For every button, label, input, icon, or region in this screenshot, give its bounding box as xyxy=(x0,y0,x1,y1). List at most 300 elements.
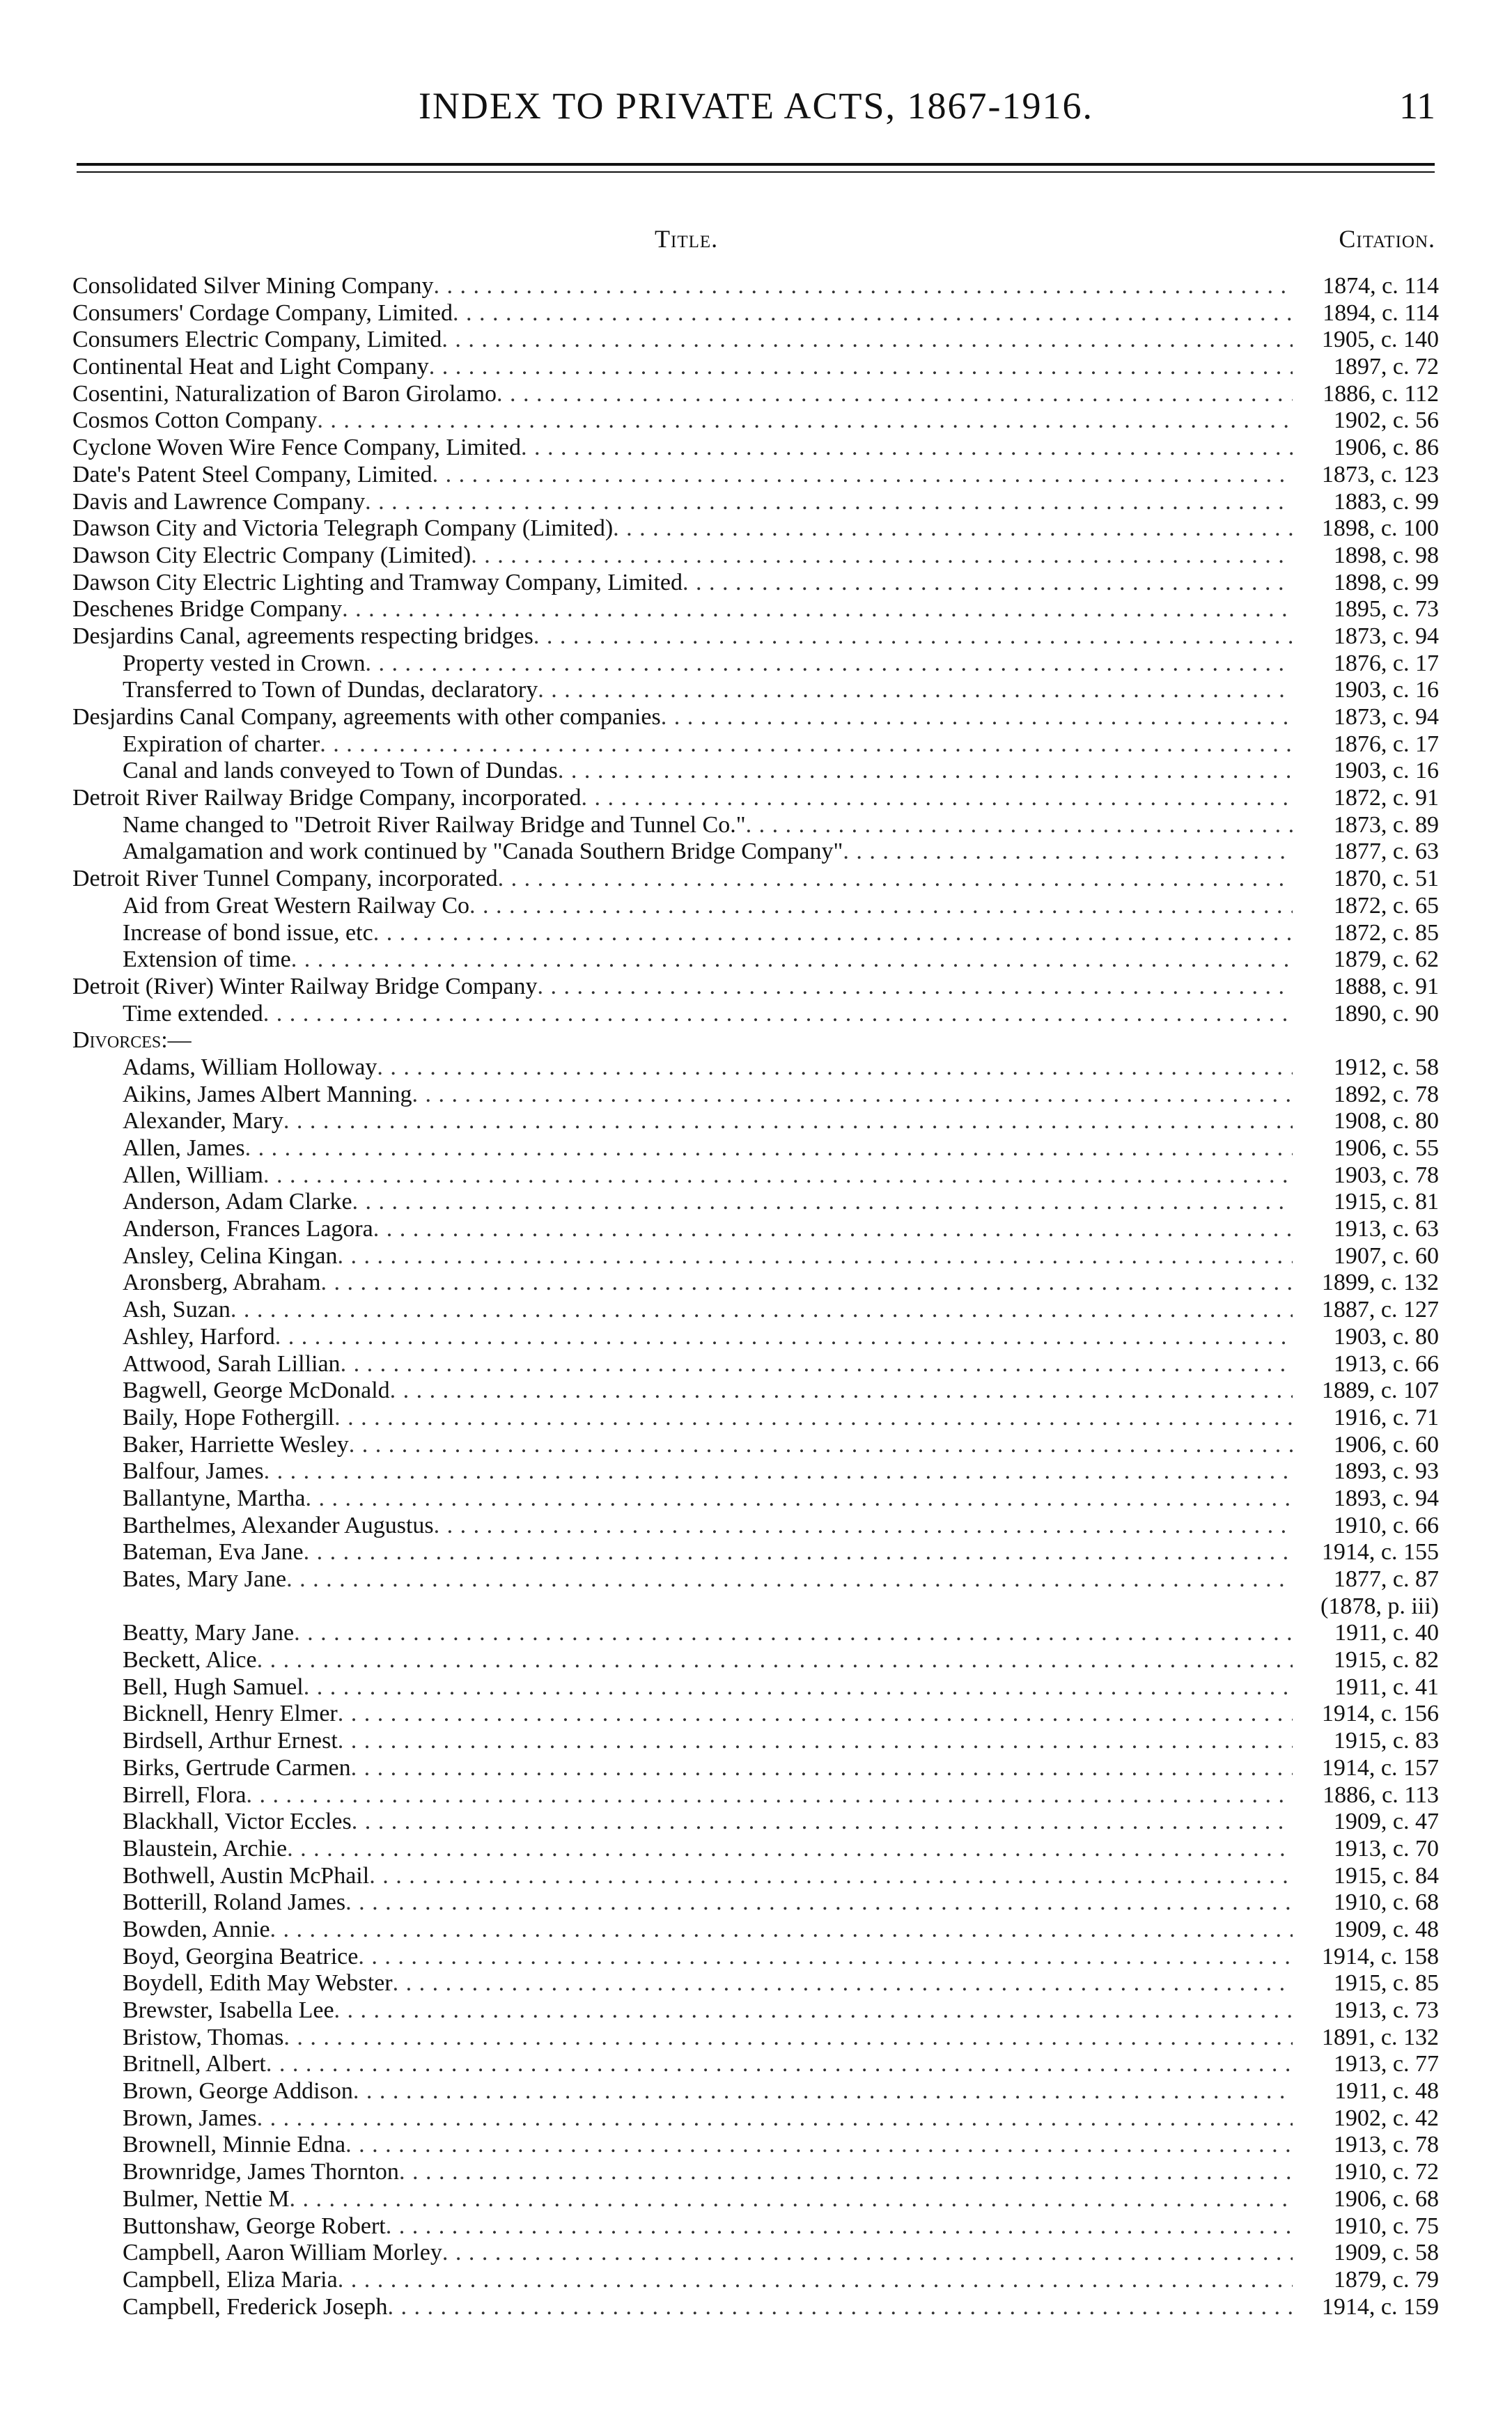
index-entry-list xyxy=(72,273,1439,2320)
entry-citation: 1915, c. 83 xyxy=(1333,1728,1439,1754)
dot-leader xyxy=(283,2025,1293,2052)
index-entry xyxy=(72,407,1439,435)
index-entry xyxy=(72,489,1439,516)
index-entry xyxy=(72,758,1439,785)
entry-citation: 1910, c. 72 xyxy=(1333,2159,1439,2185)
dot-leader xyxy=(345,1889,1293,1917)
entry-citation: 1891, c. 132 xyxy=(1321,2024,1439,2050)
dot-leader xyxy=(345,2132,1293,2159)
entry-title: Alexander, Mary xyxy=(123,1108,283,1134)
index-entry xyxy=(72,1970,1439,1997)
entry-citation: 1914, c. 157 xyxy=(1321,1754,1439,1781)
entry-title: Desjardins Canal Company, agreements with other companies xyxy=(72,704,661,730)
entry-citation: 1898, c. 99 xyxy=(1333,569,1439,595)
entry-title: Beatty, Mary Jane xyxy=(123,1620,295,1646)
index-entry xyxy=(72,1324,1439,1351)
index-entry xyxy=(72,1405,1439,1432)
entry-citation: 1912, c. 58 xyxy=(1333,1054,1439,1080)
index-entry xyxy=(72,435,1439,462)
index-entry xyxy=(72,1539,1439,1566)
entry-citation: 1895, c. 73 xyxy=(1333,596,1439,623)
entry-citation: 1914, c. 155 xyxy=(1321,1539,1439,1566)
entry-citation: 1886, c. 112 xyxy=(1323,380,1439,407)
entry-citation: (1878, p. iii) xyxy=(1320,1593,1439,1619)
dot-leader xyxy=(342,596,1293,623)
entry-title: Botterill, Roland James xyxy=(123,1889,346,1916)
entry-title: Blackhall, Victor Eccles xyxy=(123,1809,352,1835)
entry-title: Bristow, Thomas xyxy=(123,2024,284,2050)
entry-citation: 1913, c. 66 xyxy=(1333,1350,1439,1377)
entry-title: Bothwell, Austin McPhail xyxy=(123,1862,370,1889)
dot-leader xyxy=(317,407,1293,435)
dot-leader xyxy=(582,785,1293,812)
dot-leader xyxy=(429,354,1293,381)
page-header xyxy=(0,78,1512,134)
index-entry xyxy=(72,1513,1439,1540)
index-entry xyxy=(72,1728,1439,1755)
dot-leader xyxy=(373,1216,1293,1243)
entry-title: Deschenes Bridge Company xyxy=(72,596,343,623)
entry-title: Aid from Great Western Railway Co xyxy=(123,892,470,919)
index-entry xyxy=(72,650,1439,678)
entry-title: Boydell, Edith May Webster xyxy=(123,1970,393,1997)
index-entry xyxy=(72,2240,1439,2267)
dot-leader xyxy=(498,866,1293,893)
entry-title: Continental Heat and Light Company xyxy=(72,354,429,380)
citation-column-heading: Citation. xyxy=(1339,225,1435,253)
entry-citation: 1872, c. 85 xyxy=(1333,919,1439,946)
dot-leader xyxy=(341,1351,1293,1378)
entry-citation: 1907, c. 60 xyxy=(1333,1242,1439,1269)
entry-title: Expiration of charter xyxy=(123,731,320,757)
index-entry xyxy=(72,2105,1439,2132)
dot-leader xyxy=(266,2051,1293,2078)
entry-title: Beckett, Alice xyxy=(123,1647,257,1674)
entry-citation: 1913, c. 70 xyxy=(1333,1835,1439,1862)
dot-leader xyxy=(245,1135,1293,1162)
index-entry xyxy=(72,2078,1439,2105)
entry-title: Dawson City and Victoria Telegraph Company (Limited) xyxy=(72,515,614,542)
dot-leader xyxy=(334,1405,1293,1432)
entry-citation: 1879, c. 79 xyxy=(1333,2266,1439,2293)
entry-citation: 1874, c. 114 xyxy=(1323,273,1439,299)
entry-citation: 1913, c. 63 xyxy=(1333,1216,1439,1242)
index-entry xyxy=(72,731,1439,758)
entry-citation: 1911, c. 48 xyxy=(1334,2078,1439,2105)
dot-leader xyxy=(533,623,1293,650)
entry-citation: 1873, c. 94 xyxy=(1333,704,1439,730)
entry-citation: 1897, c. 72 xyxy=(1333,354,1439,380)
entry-citation: 1911, c. 41 xyxy=(1334,1674,1439,1700)
dot-leader xyxy=(263,1162,1293,1190)
entry-citation: 1909, c. 58 xyxy=(1333,2240,1439,2266)
dot-leader xyxy=(537,974,1293,1001)
entry-title: Davis and Lawrence Company xyxy=(72,488,366,515)
entry-citation: 1893, c. 94 xyxy=(1333,1485,1439,1511)
index-entry xyxy=(72,1432,1439,1459)
entry-citation: 1902, c. 42 xyxy=(1333,2105,1439,2131)
entry-title: Bicknell, Henry Elmer xyxy=(123,1701,338,1727)
entry-citation: 1903, c. 16 xyxy=(1333,758,1439,784)
entry-title: Desjardins Canal, agreements respecting bridges xyxy=(72,623,533,649)
entry-title: Campbell, Eliza Maria xyxy=(123,2266,338,2293)
entry-citation: 1898, c. 98 xyxy=(1333,542,1439,568)
entry-citation: 1913, c. 73 xyxy=(1333,1997,1439,2023)
entry-citation: 1913, c. 78 xyxy=(1333,2132,1439,2158)
dot-leader xyxy=(353,2078,1293,2105)
index-entry xyxy=(72,327,1439,354)
index-entry xyxy=(72,812,1439,839)
index-entry xyxy=(72,623,1439,650)
entry-title: Cyclone Woven Wire Fence Company, Limited xyxy=(72,435,521,461)
index-entry xyxy=(72,838,1439,866)
entry-citation: 1915, c. 84 xyxy=(1333,1862,1439,1889)
dot-leader xyxy=(538,677,1293,704)
dot-leader xyxy=(442,2240,1293,2267)
dot-leader xyxy=(365,489,1293,516)
entry-citation: 1903, c. 78 xyxy=(1333,1162,1439,1188)
entry-title: Property vested in Crown xyxy=(123,650,366,676)
entry-citation: 1872, c. 65 xyxy=(1333,892,1439,919)
dot-leader xyxy=(358,1944,1293,1971)
dot-leader xyxy=(388,2294,1293,2321)
dot-leader xyxy=(338,2267,1293,2294)
entry-title: Campbell, Frederick Joseph xyxy=(123,2293,388,2320)
entry-title: Date's Patent Steel Company, Limited xyxy=(72,461,432,488)
entry-citation: 1879, c. 62 xyxy=(1333,946,1439,973)
entry-citation: 1876, c. 17 xyxy=(1333,650,1439,676)
dot-leader xyxy=(321,1270,1293,1297)
entry-citation: 1910, c. 75 xyxy=(1333,2213,1439,2239)
index-entry xyxy=(72,1378,1439,1405)
index-entry xyxy=(72,300,1439,327)
index-entry xyxy=(72,785,1439,812)
entry-title: Consumers' Cordage Company, Limited xyxy=(72,299,453,326)
entry-title: Detroit (River) Winter Railway Bridge Company xyxy=(72,973,538,999)
section-heading xyxy=(72,1027,1439,1054)
index-entry xyxy=(72,1458,1439,1485)
citation-continuation xyxy=(72,1593,1439,1621)
index-entry xyxy=(72,1082,1439,1109)
entry-title: Dawson City Electric Lighting and Tramway Company, Limited xyxy=(72,569,683,595)
index-entry xyxy=(72,1243,1439,1270)
entry-title: Dawson City Electric Company (Limited) xyxy=(72,542,471,568)
entry-title: Baker, Harriette Wesley xyxy=(123,1431,349,1458)
entry-citation: 1870, c. 51 xyxy=(1333,866,1439,892)
entry-citation: 1902, c. 56 xyxy=(1333,407,1439,434)
entry-citation: 1883, c. 99 xyxy=(1333,488,1439,515)
index-entry xyxy=(72,920,1439,947)
dot-leader xyxy=(247,1782,1293,1809)
entry-title: Ashley, Harford xyxy=(123,1323,275,1350)
column-headings xyxy=(0,224,1512,259)
dot-leader xyxy=(365,650,1293,678)
dot-leader xyxy=(349,1432,1293,1459)
entry-title: Baily, Hope Fothergill xyxy=(123,1404,335,1430)
entry-citation: 1913, c. 77 xyxy=(1333,2051,1439,2077)
entry-citation: 1892, c. 78 xyxy=(1333,1081,1439,1107)
dot-leader xyxy=(352,1809,1293,1836)
index-entry xyxy=(72,893,1439,920)
index-entry xyxy=(72,354,1439,381)
index-entry xyxy=(72,1997,1439,2025)
entry-title: Brown, George Addison xyxy=(123,2078,353,2105)
entry-citation: 1899, c. 132 xyxy=(1321,1270,1439,1296)
dot-leader xyxy=(746,812,1293,839)
title-column-heading: Title. xyxy=(655,225,719,253)
entry-citation: 1914, c. 156 xyxy=(1321,1701,1439,1727)
dot-leader xyxy=(304,1674,1293,1701)
dot-leader xyxy=(390,1378,1293,1405)
dot-leader xyxy=(613,515,1293,543)
dot-leader xyxy=(412,1082,1293,1109)
dot-leader xyxy=(521,435,1293,462)
index-entry xyxy=(72,570,1439,597)
dot-leader xyxy=(683,570,1293,597)
index-entry xyxy=(72,1809,1439,1836)
index-entry xyxy=(72,1755,1439,1782)
dot-leader xyxy=(305,1485,1293,1513)
entry-title: Aronsberg, Abraham xyxy=(123,1270,321,1296)
index-entry xyxy=(72,381,1439,408)
entry-title: Birrell, Flora xyxy=(123,1781,247,1808)
index-entry xyxy=(72,866,1439,893)
dot-leader xyxy=(442,327,1293,354)
entry-citation: 1903, c. 80 xyxy=(1333,1323,1439,1350)
index-entry xyxy=(72,1216,1439,1243)
entry-title: Barthelmes, Alexander Augustus xyxy=(123,1512,434,1538)
dot-leader xyxy=(433,273,1293,300)
entry-citation: 1886, c. 113 xyxy=(1323,1781,1439,1808)
index-entry xyxy=(72,1485,1439,1513)
entry-title: Bates, Mary Jane xyxy=(123,1566,287,1592)
index-entry xyxy=(72,1674,1439,1701)
index-entry xyxy=(72,1917,1439,1944)
index-entry xyxy=(72,1647,1439,1674)
entry-citation: 1910, c. 68 xyxy=(1333,1889,1439,1916)
entry-citation: 1915, c. 85 xyxy=(1333,1970,1439,1997)
entry-citation: 1910, c. 66 xyxy=(1333,1512,1439,1538)
entry-title: Bell, Hugh Samuel xyxy=(123,1674,304,1700)
dot-leader xyxy=(294,1620,1293,1647)
entry-citation: 1906, c. 86 xyxy=(1333,435,1439,461)
dot-leader xyxy=(352,1189,1293,1216)
dot-leader xyxy=(289,2186,1293,2213)
index-entry xyxy=(72,1620,1439,1647)
index-entry xyxy=(72,1297,1439,1324)
entry-citation: 1906, c. 55 xyxy=(1333,1135,1439,1161)
entry-title: Cosentini, Naturalization of Baron Girolamo xyxy=(72,380,497,407)
entry-title: Bagwell, George McDonald xyxy=(123,1378,390,1404)
entry-title: Name changed to "Detroit River Railway Bridge and Tunnel Co." xyxy=(123,811,746,838)
entry-title: Canal and lands conveyed to Town of Dundas xyxy=(123,758,558,784)
index-entry xyxy=(72,273,1439,300)
entry-title: Ballantyne, Martha xyxy=(123,1485,306,1511)
entry-citation: 1873, c. 94 xyxy=(1333,623,1439,649)
entry-citation: 1908, c. 80 xyxy=(1333,1108,1439,1134)
entry-citation: 1906, c. 68 xyxy=(1333,2185,1439,2212)
entry-citation: 1915, c. 82 xyxy=(1333,1647,1439,1674)
entry-title: Blaustein, Archie xyxy=(123,1835,288,1862)
index-entry xyxy=(72,1944,1439,1971)
index-entry xyxy=(72,2186,1439,2213)
entry-citation: 1906, c. 60 xyxy=(1333,1431,1439,1458)
dot-leader xyxy=(287,1836,1293,1863)
entry-citation: 1894, c. 114 xyxy=(1323,299,1439,326)
entry-citation: 1905, c. 140 xyxy=(1321,327,1439,353)
index-entry xyxy=(72,2267,1439,2294)
dot-leader xyxy=(497,381,1293,408)
entry-citation: 1873, c. 123 xyxy=(1321,461,1439,488)
index-entry xyxy=(72,1162,1439,1190)
index-entry xyxy=(72,1001,1439,1028)
index-entry xyxy=(72,1836,1439,1863)
entry-citation: 1887, c. 127 xyxy=(1321,1297,1439,1323)
index-entry xyxy=(72,1189,1439,1216)
dot-leader xyxy=(264,1458,1293,1485)
index-entry xyxy=(72,462,1439,489)
index-entry xyxy=(72,2159,1439,2186)
entry-citation: 1909, c. 48 xyxy=(1333,1916,1439,1942)
index-entry xyxy=(72,1701,1439,1728)
entry-title: Britnell, Albert xyxy=(123,2051,266,2077)
entry-title: Brownell, Minnie Edna xyxy=(123,2132,346,2158)
entry-title: Anderson, Adam Clarke xyxy=(123,1189,352,1215)
dot-leader xyxy=(434,1513,1293,1540)
dot-leader xyxy=(399,2159,1293,2186)
page-number: 11 xyxy=(1399,85,1435,127)
dot-leader xyxy=(304,1539,1293,1566)
dot-leader xyxy=(369,1863,1293,1890)
entry-citation: 1911, c. 40 xyxy=(1334,1620,1439,1646)
entry-title: Ash, Suzan xyxy=(123,1297,231,1323)
entry-title: Divorces:— xyxy=(72,1027,192,1054)
entry-citation: 1914, c. 158 xyxy=(1321,1943,1439,1970)
entry-title: Adams, William Holloway xyxy=(123,1054,377,1080)
entry-citation: 1877, c. 87 xyxy=(1333,1566,1439,1592)
index-entry xyxy=(72,2213,1439,2240)
entry-title: Buttonshaw, George Robert xyxy=(123,2213,386,2239)
index-entry xyxy=(72,677,1439,704)
index-entry xyxy=(72,1782,1439,1809)
entry-title: Extension of time xyxy=(123,946,291,973)
dot-leader xyxy=(334,1997,1293,2025)
index-entry xyxy=(72,596,1439,623)
entry-title: Transferred to Town of Dundas, declaratory xyxy=(123,677,538,703)
dot-leader xyxy=(337,1243,1293,1270)
dot-leader xyxy=(469,893,1293,920)
entry-title: Birks, Gertrude Carmen xyxy=(123,1754,351,1781)
entry-citation: 1888, c. 91 xyxy=(1333,973,1439,999)
dot-leader xyxy=(393,1970,1293,1997)
dot-leader xyxy=(432,462,1293,489)
index-entry xyxy=(72,1108,1439,1135)
entry-citation: 1916, c. 71 xyxy=(1333,1404,1439,1430)
entry-citation: 1893, c. 93 xyxy=(1333,1458,1439,1485)
dot-leader xyxy=(351,1755,1293,1782)
index-entry xyxy=(72,2294,1439,2321)
dot-leader xyxy=(377,1054,1293,1082)
entry-citation: 1889, c. 107 xyxy=(1321,1378,1439,1404)
dot-leader xyxy=(286,1566,1293,1593)
entry-citation: 1873, c. 89 xyxy=(1333,811,1439,838)
entry-title: Brownridge, James Thornton xyxy=(123,2159,399,2185)
entry-title: Allen, James xyxy=(123,1135,245,1161)
dot-leader xyxy=(270,1917,1293,1944)
entry-title: Brown, James xyxy=(123,2105,257,2131)
dot-leader xyxy=(373,920,1293,947)
dot-leader xyxy=(257,2105,1293,2132)
dot-leader xyxy=(231,1297,1293,1324)
entry-title: Consolidated Silver Mining Company xyxy=(72,273,434,299)
index-entry xyxy=(72,946,1439,974)
entry-title: Amalgamation and work continued by "Canada Southern Bridge Company" xyxy=(123,838,843,865)
entry-citation: 1876, c. 17 xyxy=(1333,731,1439,757)
dot-leader xyxy=(320,731,1293,758)
entry-citation: 1903, c. 16 xyxy=(1333,677,1439,703)
dot-leader xyxy=(257,1647,1293,1674)
entry-title: Time extended xyxy=(123,1000,263,1027)
dot-leader xyxy=(283,1108,1293,1135)
entry-title: Birdsell, Arthur Ernest xyxy=(123,1728,338,1754)
index-entry xyxy=(72,543,1439,570)
dot-leader xyxy=(386,2213,1293,2240)
entry-title: Allen, William xyxy=(123,1162,263,1188)
entry-citation: 1877, c. 63 xyxy=(1333,838,1439,865)
entry-title: Consumers Electric Company, Limited xyxy=(72,327,442,353)
index-entry xyxy=(72,1135,1439,1162)
index-entry xyxy=(72,515,1439,543)
entry-citation: 1909, c. 47 xyxy=(1333,1809,1439,1835)
header-rule-thin xyxy=(77,171,1435,173)
dot-leader xyxy=(338,1701,1293,1728)
index-entry xyxy=(72,1566,1439,1593)
index-entry xyxy=(72,2051,1439,2078)
dot-leader xyxy=(338,1728,1293,1755)
dot-leader xyxy=(263,1001,1293,1028)
index-entry xyxy=(72,2132,1439,2159)
entry-title: Bateman, Eva Jane xyxy=(123,1539,304,1566)
dot-leader xyxy=(558,758,1293,785)
index-entry xyxy=(72,704,1439,731)
entry-title: Bowden, Annie xyxy=(123,1916,270,1942)
dot-leader xyxy=(843,838,1293,866)
dot-leader xyxy=(661,704,1293,731)
entry-title: Detroit River Railway Bridge Company, incorporated xyxy=(72,785,582,811)
dot-leader xyxy=(471,543,1293,570)
entry-citation: 1915, c. 81 xyxy=(1333,1189,1439,1215)
dot-leader xyxy=(275,1324,1293,1351)
entry-citation: 1914, c. 159 xyxy=(1321,2293,1439,2320)
entry-title: Campbell, Aaron William Morley xyxy=(123,2240,442,2266)
entry-title: Balfour, James xyxy=(123,1458,264,1485)
entry-title: Brewster, Isabella Lee xyxy=(123,1997,334,2023)
entry-title: Cosmos Cotton Company xyxy=(72,407,318,434)
entry-citation: 1898, c. 100 xyxy=(1321,515,1439,542)
entry-title: Detroit River Tunnel Company, incorporated xyxy=(72,866,498,892)
entry-title: Attwood, Sarah Lillian xyxy=(123,1350,341,1377)
index-entry xyxy=(72,974,1439,1001)
dot-leader xyxy=(291,946,1293,974)
index-entry xyxy=(72,1351,1439,1378)
index-entry xyxy=(72,1054,1439,1082)
dot-leader xyxy=(453,300,1293,327)
header-rule-thick xyxy=(77,163,1435,166)
page-title: INDEX TO PRIVATE ACTS, 1867-1916. xyxy=(418,85,1094,127)
entry-citation: 1872, c. 91 xyxy=(1333,785,1439,811)
entry-title: Ansley, Celina Kingan xyxy=(123,1242,338,1269)
entry-citation: 1890, c. 90 xyxy=(1333,1000,1439,1027)
